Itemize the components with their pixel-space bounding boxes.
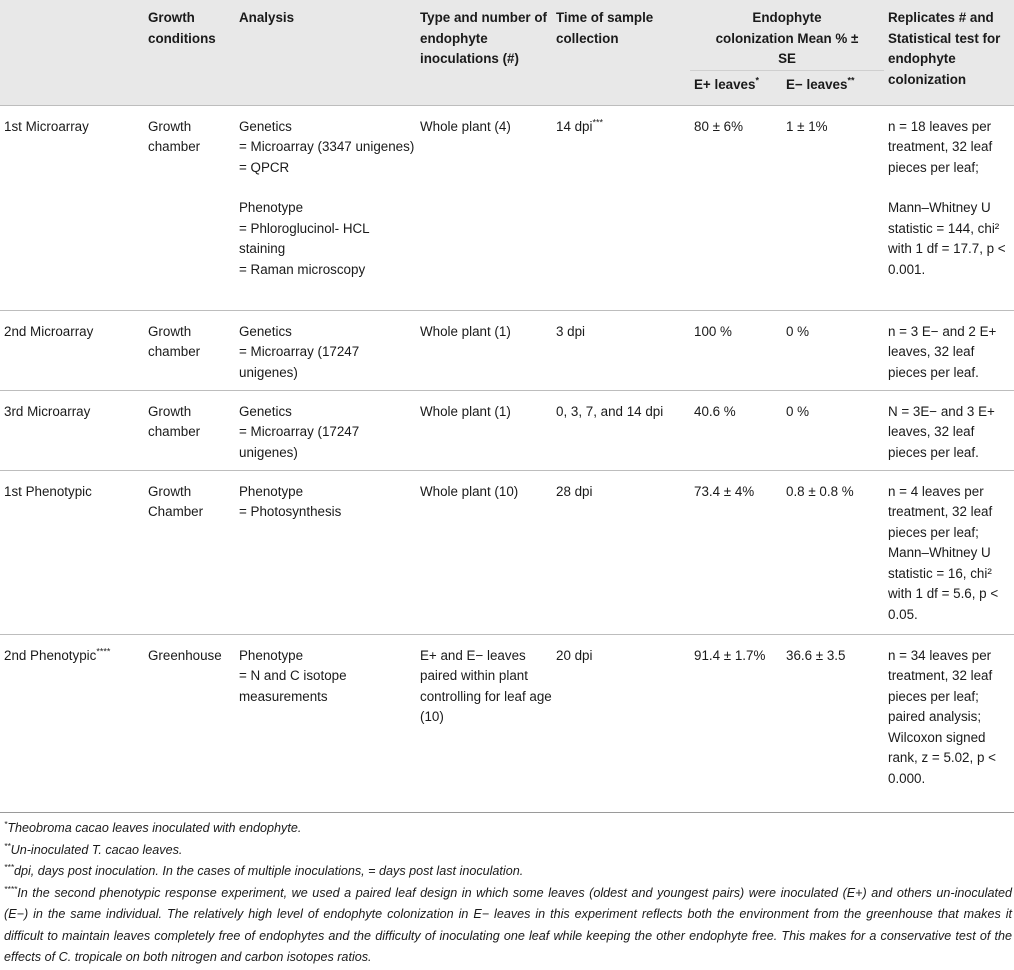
analysis-line: = Microarray (3347 unigenes) xyxy=(239,139,415,154)
footnote-text: dpi, days post inoculation. In the cases of multiple inoculations, = days post last inoculation. xyxy=(13,864,524,878)
cell-experiment: 3rd Microarray xyxy=(0,390,144,470)
cell-experiment: 1st Phenotypic xyxy=(0,470,144,634)
header-growth-conditions: Growth conditions xyxy=(148,10,216,46)
footnote xyxy=(0,883,1014,969)
cell-growth: Greenhouse xyxy=(144,634,235,798)
analysis-line: Genetics xyxy=(239,323,292,339)
analysis-line: = N and C isotope measurements xyxy=(239,668,347,704)
header-sample-time: Time of sample collection xyxy=(556,10,654,46)
analysis-line: Phenotype xyxy=(239,483,304,499)
cell-analysis xyxy=(235,310,416,390)
header-experiment xyxy=(0,0,144,105)
cell-growth: Growth Chamber xyxy=(144,470,235,634)
footnote xyxy=(0,840,1014,862)
header-analysis: Analysis xyxy=(239,10,295,25)
table-row xyxy=(0,470,1014,634)
cell-replicates xyxy=(884,105,1014,310)
cell-sample-time xyxy=(552,470,690,634)
cell-growth: Growth chamber xyxy=(144,310,235,390)
table-row xyxy=(0,390,1014,470)
header-e-minus-text: E− leaves xyxy=(786,76,848,92)
cell-experiment xyxy=(0,634,144,798)
cell-e-minus: 0 % xyxy=(782,390,884,470)
cell-inoculation-type: Whole plant (10) xyxy=(416,470,552,634)
cell-e-plus: 100 % xyxy=(690,310,782,390)
cell-replicates xyxy=(884,634,1014,798)
replicates-text: n = 3 E− and 2 E+ leaves, 32 leaf pieces per leaf. xyxy=(888,323,997,380)
experiment-footnote-mark: **** xyxy=(96,646,111,657)
replicates-text: N = 3E− and 3 E+ leaves, 32 leaf pieces per leaf. xyxy=(888,403,995,460)
cell-replicates xyxy=(884,310,1014,390)
cell-e-minus: 0.8 ± 0.8 % xyxy=(782,470,884,634)
header-replicates: Replicates # and Statistical test for endophyte colonization xyxy=(888,10,1001,87)
footnote-text: Un-inoculated T. cacao leaves. xyxy=(10,842,183,857)
cell-replicates xyxy=(884,390,1014,470)
footnote-mark: ** xyxy=(4,840,11,851)
cell-replicates xyxy=(884,470,1014,634)
cell-inoculation-type: Whole plant (1) xyxy=(416,390,552,470)
cell-e-minus: 0 % xyxy=(782,310,884,390)
cell-e-minus: 1 ± 1% xyxy=(782,105,884,310)
footnote-mark: *** xyxy=(4,861,14,872)
analysis-line: = QPCR xyxy=(239,159,290,175)
experiment-text: 2nd Phenotypic xyxy=(4,647,97,663)
analysis-line: = Microarray (17247 unigenes) xyxy=(239,344,360,380)
analysis-spacer xyxy=(239,178,416,198)
header-inoculation-type: Type and number of endophyte inoculations (#) xyxy=(420,10,547,66)
footnote xyxy=(0,861,1014,883)
sample-time-text: 20 dpi xyxy=(556,647,593,663)
header-e-plus-text: E+ leaves xyxy=(694,76,756,92)
footnote-mark: * xyxy=(4,818,8,829)
header-e-minus-footnote-mark: ** xyxy=(847,75,855,86)
cell-analysis xyxy=(235,470,416,634)
cell-e-plus: 40.6 % xyxy=(690,390,782,470)
cell-sample-time xyxy=(552,390,690,470)
cell-growth: Growth chamber xyxy=(144,105,235,310)
table-row xyxy=(0,310,1014,390)
cell-inoculation-type: Whole plant (1) xyxy=(416,310,552,390)
analysis-line: = Phloroglucinol- HCL staining xyxy=(239,220,370,256)
cell-e-plus: 80 ± 6% xyxy=(690,105,782,310)
header-colonization xyxy=(690,0,884,70)
footnote-text: In the second phenotypic response experiment, we used a paired leaf design in which some leaves (oldest and youngest pairs) were inoculated (E+) and others un-inoculated (E−) in the same individual. The relatively high level of endophyte colonization in E− leaves in this experiment reflects both the environment from the greenhouse that makes it difficult to maintain leaves completely free of endophytes and the difficulty of inoculating one leaf while keeping the other endophyte free. This makes for a conservative test of the effects of C. tropicale on both nitrogen and carbon isotopes ratios. xyxy=(4,885,1012,964)
cell-sample-time xyxy=(552,310,690,390)
cell-analysis xyxy=(235,390,416,470)
footnote-mark: **** xyxy=(4,883,18,894)
replicates-text: n = 4 leaves per treatment, 32 leaf pieces per leaf; Mann–Whitney U statistic = 16, chi² with 1 df = 5.6, p < 0.05. xyxy=(888,483,999,622)
sample-time-footnote-mark: *** xyxy=(592,117,603,128)
footnote xyxy=(0,818,1014,840)
analysis-line: Phenotype xyxy=(239,647,304,663)
table-row xyxy=(0,634,1014,798)
cell-analysis xyxy=(235,634,416,798)
analysis-line: = Raman microscopy xyxy=(239,261,366,277)
cell-inoculation-type: Whole plant (4) xyxy=(416,105,552,310)
analysis-line: Genetics xyxy=(239,118,292,134)
cell-e-plus: 91.4 ± 1.7% xyxy=(690,634,782,798)
table-footnotes xyxy=(0,812,1014,969)
header-e-plus-leaves xyxy=(690,70,782,105)
cell-sample-time xyxy=(552,634,690,798)
table-row xyxy=(0,105,1014,310)
cell-analysis xyxy=(235,105,416,310)
sample-time-text: 28 dpi xyxy=(556,483,593,499)
cell-e-plus: 73.4 ± 4% xyxy=(690,470,782,634)
cell-sample-time xyxy=(552,105,690,310)
sample-time-text: 3 dpi xyxy=(556,323,586,339)
header-e-plus-footnote-mark: * xyxy=(755,75,759,86)
header-e-minus-leaves xyxy=(782,70,884,105)
analysis-line: = Photosynthesis xyxy=(239,504,342,519)
footnote-text: Theobroma cacao leaves inoculated with endophyte. xyxy=(7,821,302,835)
cell-growth: Growth chamber xyxy=(144,390,235,470)
sample-time-text: 14 dpi xyxy=(556,118,593,134)
cell-experiment: 2nd Microarray xyxy=(0,310,144,390)
replicates-spacer xyxy=(888,178,1014,198)
replicates-text: n = 18 leaves per treatment, 32 leaf pieces per leaf; xyxy=(888,118,993,175)
analysis-line: = Microarray (17247 unigenes) xyxy=(239,424,360,460)
sample-time-text: 0, 3, 7, and 14 dpi xyxy=(556,403,664,419)
analysis-line: Genetics xyxy=(239,403,292,419)
analysis-line: Phenotype xyxy=(239,200,304,215)
cell-inoculation-type: E+ and E− leaves paired within plant controlling for leaf age (10) xyxy=(416,634,552,798)
replicates-text: n = 34 leaves per treatment, 32 leaf pieces per leaf; paired analysis; Wilcoxon signed rank, z = 5.02, p < 0.000. xyxy=(888,647,996,786)
replicates-text: Mann–Whitney U statistic = 144, chi² with 1 df = 17.7, p < 0.001. xyxy=(888,200,1006,277)
cell-experiment: 1st Microarray xyxy=(0,105,144,310)
cell-e-minus: 36.6 ± 3.5 xyxy=(782,634,884,798)
header-colonization-text: Endophyte colonization Mean % ± SE xyxy=(715,10,859,66)
